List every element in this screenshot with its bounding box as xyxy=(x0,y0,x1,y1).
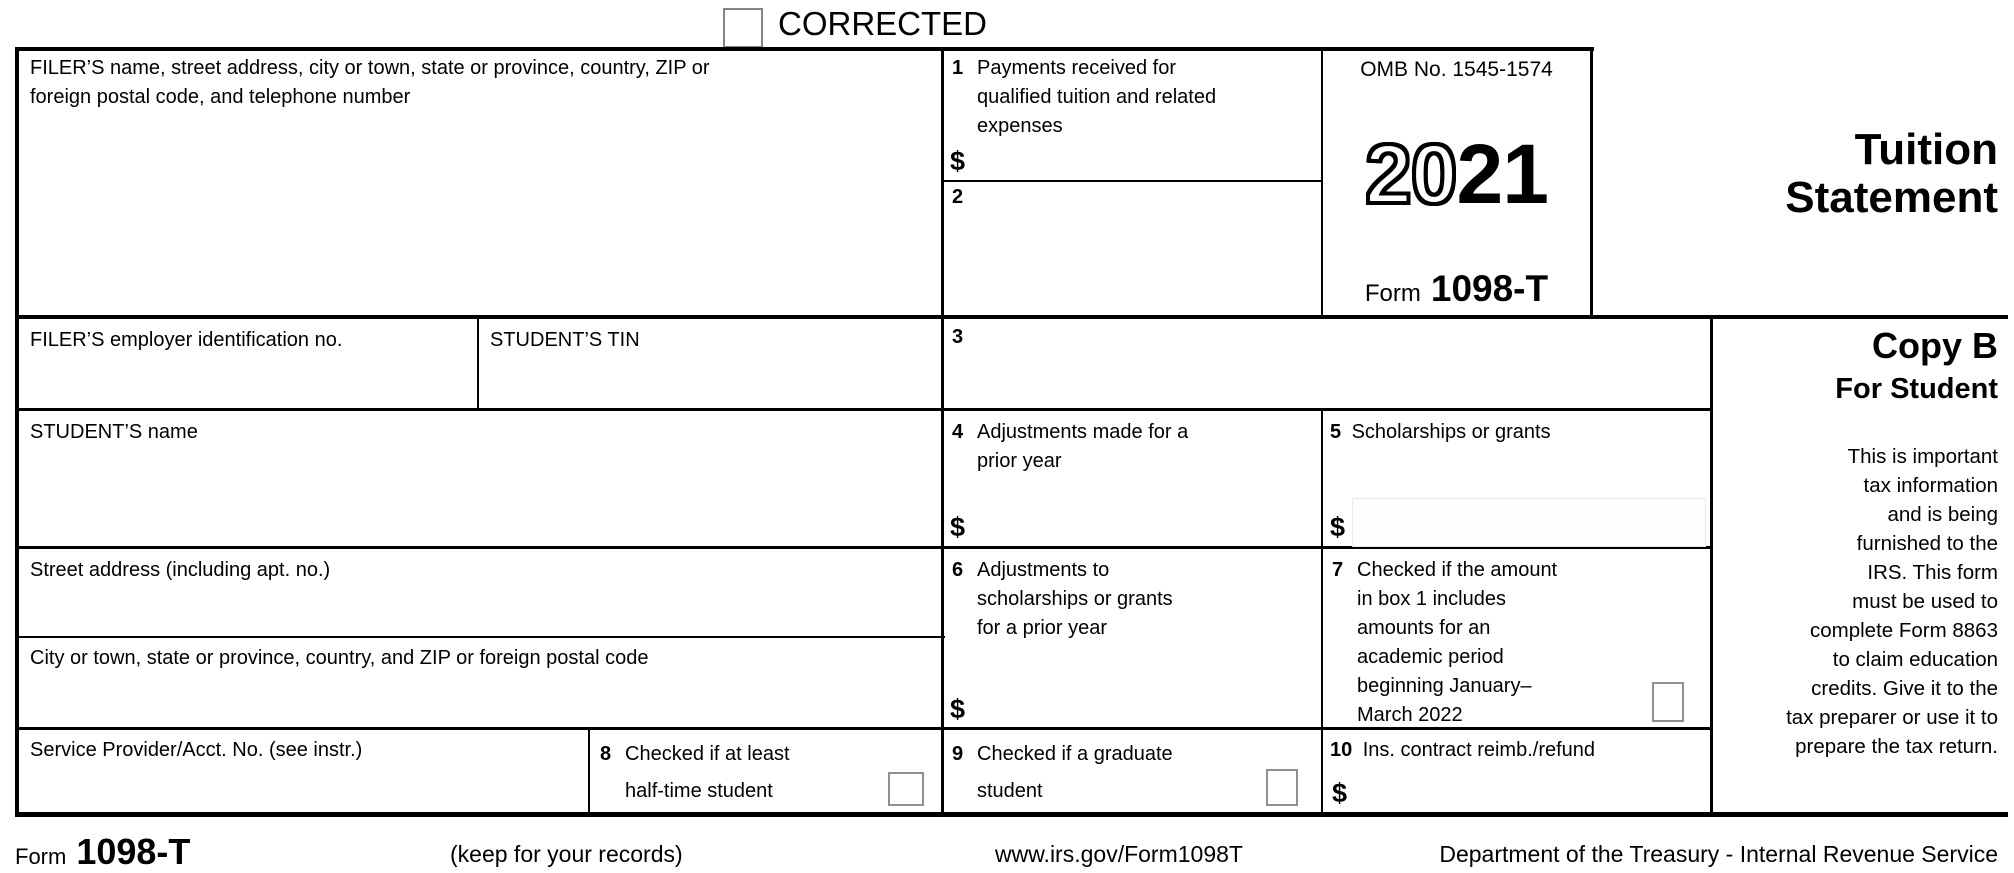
divider-box1-box2 xyxy=(943,180,1323,182)
omb-number: OMB No. 1545-1574 xyxy=(1360,58,1553,81)
copy-b-subtitle: For Student xyxy=(1835,373,1998,405)
box1-number: 1 xyxy=(952,57,964,79)
filer-ein-label: FILER’S employer identification no. xyxy=(30,329,343,351)
box6-number: 6 xyxy=(952,559,964,581)
box3-number: 3 xyxy=(952,326,964,348)
border-top xyxy=(15,47,1594,51)
student-tin-label: STUDENT’S TIN xyxy=(490,329,640,351)
footer-form-word: Form xyxy=(15,844,67,869)
box8-number: 8 xyxy=(600,743,612,765)
form-number: 1098-T xyxy=(1430,268,1549,309)
footer-form-number: 1098-T xyxy=(76,831,191,872)
divider-ein-tin xyxy=(477,318,479,408)
border-left xyxy=(15,47,19,816)
corrected-checkbox[interactable] xyxy=(723,8,763,48)
box9-number: 9 xyxy=(952,743,964,765)
divider-col-main xyxy=(941,47,944,813)
divider-street-city xyxy=(15,636,945,638)
service-provider-label: Service Provider/Acct. No. (see instr.) xyxy=(30,739,363,761)
box10-label: 10 Ins. contract reimb./refund xyxy=(1330,739,1596,761)
box5-number: 5 xyxy=(1330,421,1342,443)
box5-amount-field[interactable] xyxy=(1352,498,1706,547)
box9-checkbox[interactable] xyxy=(1266,769,1298,806)
footer-irs-url: www.irs.gov/Form1098T xyxy=(995,841,1243,867)
box10-dollar-sign: $ xyxy=(1332,778,1348,808)
student-name-label: STUDENT’S name xyxy=(30,421,198,443)
footer-department: Department of the Treasury - Internal Revenue Service xyxy=(1439,841,1998,867)
box1-dollar-sign: $ xyxy=(950,146,966,176)
box5-dollar-sign: $ xyxy=(1330,512,1346,542)
box7-checkbox[interactable] xyxy=(1652,682,1684,722)
filer-address-label: FILER’S name, street address, city or town, state or province, country, ZIP or foreign postal code, and telephone number xyxy=(30,57,710,108)
footer-form-block xyxy=(15,831,190,873)
box4-label: 4 Adjustments made for a prior year xyxy=(952,418,1282,476)
copy-b-title: Copy B xyxy=(1872,325,1998,366)
form-word: Form xyxy=(1364,280,1421,307)
border-bottom xyxy=(15,812,2008,817)
tax-year xyxy=(1325,127,1588,221)
box7-number: 7 xyxy=(1332,559,1344,581)
form-title: Tuition Statement xyxy=(1785,125,1998,222)
border-omb-right xyxy=(1590,47,1593,315)
divider-col-boxes xyxy=(1321,408,1323,812)
box7-label: 7 Checked if the amount in box 1 includes amounts for an academic period beginning January– March 2022 xyxy=(1332,556,1592,730)
tax-year-bold-digits: 21 xyxy=(1456,127,1548,221)
tax-year-outline-digits: 20 xyxy=(1365,127,1457,221)
copy-b-info: This is important tax information and is being furnished to the IRS. This form must be used to complete Form 8863 to claim education credits. Give it to the tax preparer or use it to prepare the tax return. xyxy=(1786,445,1998,758)
city-label: City or town, state or province, country, and ZIP or foreign postal code xyxy=(30,647,649,669)
box10-number: 10 xyxy=(1330,739,1353,761)
divider-service-box8 xyxy=(588,727,590,812)
divider-row3-top xyxy=(15,408,1712,411)
box6-label: 6 Adjustments to scholarships or grants for a prior year xyxy=(952,556,1282,643)
border-copyb-left xyxy=(1710,315,1713,812)
box6-dollar-sign: $ xyxy=(950,694,966,724)
box4-number: 4 xyxy=(952,421,964,443)
box8-label: 8 Checked if at least half-time student xyxy=(600,736,870,810)
box9-label: 9 Checked if a graduate student xyxy=(952,736,1222,810)
box5-label: 5 Scholarships or grants xyxy=(1330,421,1551,443)
divider-box1-omb xyxy=(1321,47,1323,315)
form-number-block xyxy=(1325,268,1588,310)
corrected-label: CORRECTED xyxy=(778,5,988,42)
box8-checkbox[interactable] xyxy=(888,772,924,806)
box4-dollar-sign: $ xyxy=(950,512,966,542)
box1-label: 1 Payments received for qualified tuition and related expenses xyxy=(952,54,1292,141)
box2-number: 2 xyxy=(952,186,964,208)
footer-keep-note: (keep for your records) xyxy=(450,841,683,867)
street-address-label: Street address (including apt. no.) xyxy=(30,559,331,581)
